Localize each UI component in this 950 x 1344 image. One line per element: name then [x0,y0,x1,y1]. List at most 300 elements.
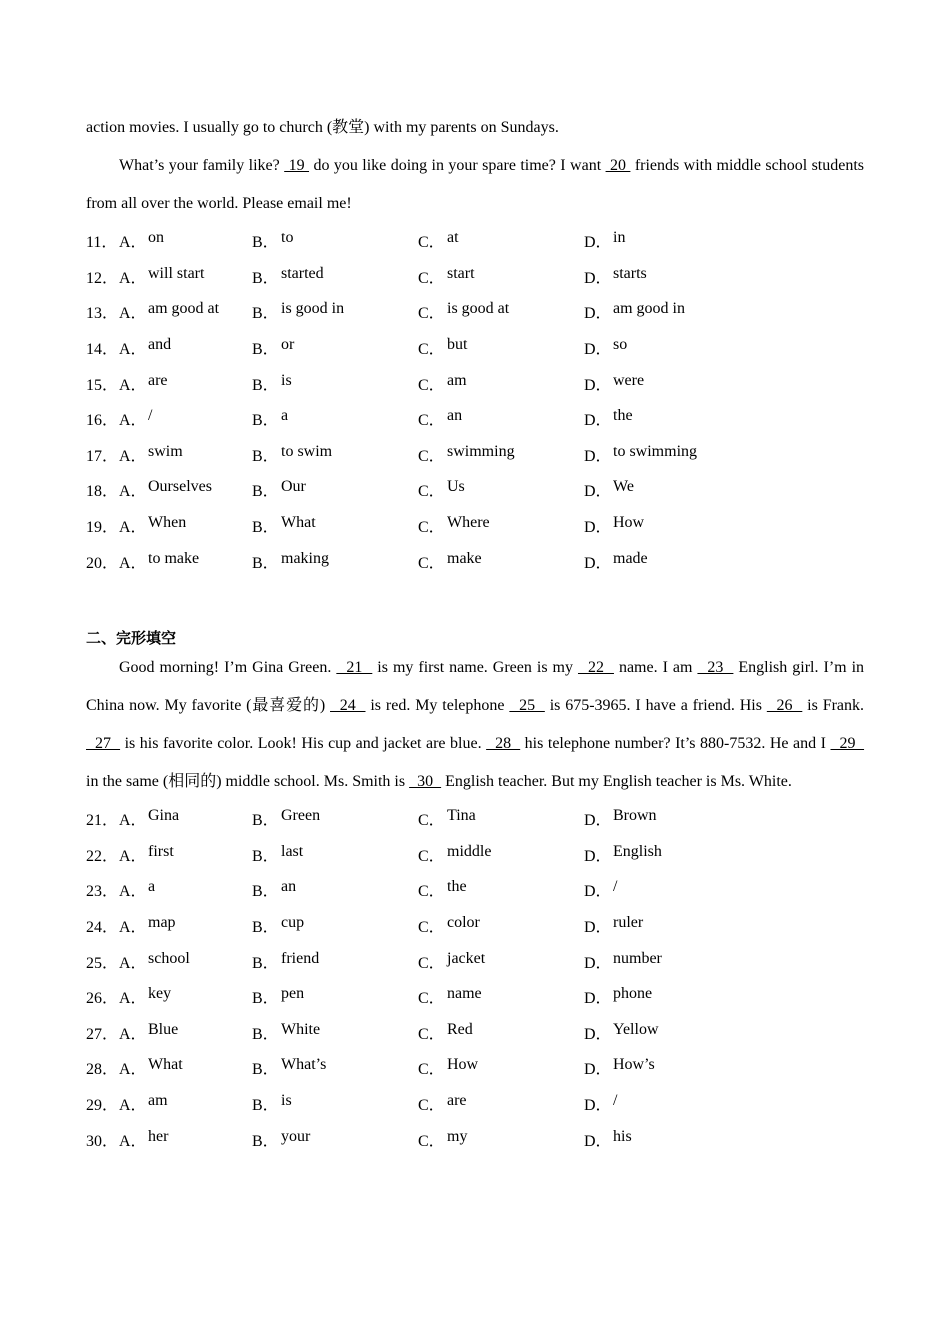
question-number: 14． [86,341,119,359]
cloze-text: English teacher. But my English teacher is Ms. White. [441,772,792,790]
option-text: jacket [447,949,486,967]
option-letter: A． [119,376,147,394]
option-text: am [148,1091,168,1109]
option-letter: A． [119,305,147,323]
option-text: school [148,949,190,967]
option-a[interactable] [119,514,252,537]
option-letter: B． [252,412,279,430]
option-c[interactable] [418,985,584,1008]
option-c[interactable] [418,443,584,466]
option-letter: C． [418,305,445,323]
option-letter: C． [418,919,445,937]
question-row [86,508,864,544]
option-letter: C． [418,376,445,394]
option-b[interactable] [252,336,418,359]
option-letter: A． [119,234,147,252]
option-text: How [447,1056,479,1074]
option-letter: D． [584,376,612,394]
option-text: the [447,878,467,896]
option-b[interactable] [252,514,418,537]
question-row [86,1086,864,1122]
option-letter: B． [252,883,279,901]
option-letter: D． [584,341,612,359]
option-d[interactable] [584,1128,784,1151]
question-number: 30． [86,1132,119,1150]
option-a[interactable] [119,300,252,323]
option-text: his [613,1127,632,1145]
option-a[interactable] [119,843,252,866]
option-text: is [281,371,292,389]
option-text: making [281,549,329,567]
question-number: 29． [86,1096,119,1114]
option-d[interactable] [584,878,784,901]
cloze-text: is his favorite color. Look! His cup and jacket are blue. [120,734,487,752]
option-text: is good in [281,300,345,318]
option-text: key [148,985,172,1003]
option-letter: A． [119,954,147,972]
option-letter: A． [119,412,147,430]
option-c[interactable] [418,1092,584,1115]
question-number: 28． [86,1061,119,1079]
option-text: is [281,1091,292,1109]
option-d[interactable] [584,407,784,430]
question-number: 13． [86,305,119,323]
option-b[interactable] [252,1056,418,1079]
option-text: Us [447,478,465,496]
question-list-1 [86,223,864,579]
cloze-text: is Frank. [802,696,865,714]
option-letter: C． [418,883,445,901]
option-c[interactable] [418,950,584,973]
option-letter: D． [584,847,612,865]
option-letter: A． [119,447,147,465]
option-text: swimming [447,442,515,460]
question-number: 19． [86,519,119,537]
option-b[interactable] [252,1092,418,1115]
option-text: Our [281,478,306,496]
option-letter: C． [418,954,445,972]
option-letter: B． [252,554,279,572]
option-b[interactable] [252,372,418,395]
question-row [86,259,864,295]
option-text: cup [281,914,305,932]
option-text: will start [148,264,205,282]
option-letter: D． [584,1061,612,1079]
option-b[interactable] [252,300,418,323]
option-text: How’s [613,1056,655,1074]
option-text: to [281,229,294,247]
option-letter: C． [418,412,445,430]
cloze-text: is my first name. Green is my [372,658,578,676]
option-a[interactable] [119,336,252,359]
passage1-line1: action movies. I usually go to church (教堂) with my parents on Sundays. [86,119,559,136]
section-title: 二、完形填空 [86,628,177,647]
question-list-2 [86,801,864,1157]
option-letter: D． [584,519,612,537]
option-letter: B． [252,269,279,287]
option-d[interactable] [584,443,784,466]
option-b[interactable] [252,807,418,830]
option-letter: D． [584,954,612,972]
question-number: 18． [86,483,119,501]
option-a[interactable] [119,478,252,501]
blank-26: 26 [766,696,803,714]
question-number: 17． [86,447,119,465]
option-text: on [148,229,164,247]
option-text: to swim [281,442,333,460]
option-c[interactable] [418,550,584,573]
option-c[interactable] [418,300,584,323]
option-letter: D． [584,1096,612,1114]
question-number: 21． [86,812,119,830]
blank-19: 19 [284,157,310,174]
question-row [86,543,864,579]
option-d[interactable] [584,478,784,501]
option-text: so [613,336,628,354]
question-number: 23． [86,883,119,901]
option-letter: A． [119,990,147,1008]
option-text: Where [447,514,490,532]
option-text: When [148,514,187,532]
question-number: 24． [86,919,119,937]
option-text: Green [281,807,321,825]
option-a[interactable] [119,1092,252,1115]
option-letter: C． [418,1096,445,1114]
option-text: English [613,842,662,860]
option-text: phone [613,985,653,1003]
blank-21: 21 [336,658,373,676]
option-letter: B． [252,954,279,972]
option-d[interactable] [584,985,784,1008]
question-row [86,294,864,330]
question-number: 25． [86,954,119,972]
option-letter: D． [584,812,612,830]
option-letter: B． [252,234,279,252]
option-letter: A． [119,883,147,901]
cloze-text: in the same (相同的) middle school. Ms. Smith is [86,772,410,790]
option-text: am good at [148,300,220,318]
option-text: your [281,1127,311,1145]
option-text: / [148,407,153,425]
option-d[interactable] [584,300,784,323]
option-a[interactable] [119,878,252,901]
option-c[interactable] [418,407,584,430]
option-d[interactable] [584,843,784,866]
option-letter: D． [584,412,612,430]
option-letter: B． [252,1061,279,1079]
option-text: to make [148,549,200,567]
option-b[interactable] [252,265,418,288]
option-a[interactable] [119,1056,252,1079]
question-row [86,1121,864,1157]
option-letter: A． [119,812,147,830]
option-b[interactable] [252,1021,418,1044]
blank-23: 23 [697,658,734,676]
blank-27: 27 [86,734,121,752]
option-text: are [447,1091,467,1109]
option-c[interactable] [418,807,584,830]
option-letter: A． [119,1025,147,1043]
option-a[interactable] [119,950,252,973]
option-text: an [281,878,297,896]
question-row [86,330,864,366]
cloze-text: name. I am [613,658,698,676]
option-letter: B． [252,990,279,1008]
option-a[interactable] [119,1128,252,1151]
option-letter: D． [584,1132,612,1150]
cloze-text: is red. My telephone [365,696,510,714]
passage1-paragraph [86,147,864,223]
option-d[interactable] [584,1021,784,1044]
option-text: are [148,371,168,389]
question-number: 12． [86,269,119,287]
option-letter: A． [119,341,147,359]
option-text: swim [148,442,183,460]
option-a[interactable] [119,1021,252,1044]
option-letter: A． [119,1096,147,1114]
option-letter: C． [418,1132,445,1150]
option-text: a [148,878,156,896]
option-text: first [148,842,174,860]
option-d[interactable] [584,550,784,573]
passage1-text-a: What’s your family like? [119,157,285,174]
option-letter: A． [119,483,147,501]
option-text: Gina [148,807,180,825]
question-number: 11． [86,234,118,252]
question-row [86,365,864,401]
option-letter: C． [418,483,445,501]
option-text: How [613,514,645,532]
option-c[interactable] [418,1128,584,1151]
question-row [86,1015,864,1051]
option-c[interactable] [418,372,584,395]
blank-22: 22 [577,658,614,676]
option-text: We [613,478,634,496]
option-text: What [148,1056,183,1074]
blank-25: 25 [509,696,545,714]
question-row [86,437,864,473]
option-text: last [281,842,304,860]
option-text: name [447,985,482,1003]
option-letter: C． [418,1025,445,1043]
option-letter: C． [418,1061,445,1079]
option-a[interactable] [119,807,252,830]
question-number: 20． [86,554,119,572]
question-row [86,943,864,979]
option-b[interactable] [252,914,418,937]
option-d[interactable] [584,336,784,359]
blank-30: 30 [409,772,442,790]
option-text: What’s [281,1056,327,1074]
option-b[interactable] [252,1128,418,1151]
option-letter: B． [252,812,279,830]
option-text: make [447,549,482,567]
passage1-text-c: friends with middle school students from all over the world. Please email me! [86,157,865,212]
option-a[interactable] [119,265,252,288]
option-text: starts [613,264,647,282]
option-a[interactable] [119,372,252,395]
option-letter: B． [252,847,279,865]
option-text: ruler [613,914,644,932]
cloze-text: his telephone number? It’s 880-7532. He and I [520,734,831,752]
question-row [86,1050,864,1086]
option-b[interactable] [252,985,418,1008]
option-letter: A． [119,847,147,865]
option-text: pen [281,985,305,1003]
option-letter: B． [252,447,279,465]
option-letter: C． [418,269,445,287]
option-c[interactable] [418,336,584,359]
option-letter: D． [584,1025,612,1043]
option-letter: B． [252,1132,279,1150]
option-letter: A． [119,269,147,287]
option-d[interactable] [584,514,784,537]
question-number: 22． [86,847,119,865]
option-text: map [148,914,176,932]
option-text: her [148,1127,169,1145]
option-letter: D． [584,447,612,465]
option-text: What [281,514,316,532]
option-text: in [613,229,626,247]
option-b[interactable] [252,443,418,466]
question-row [86,223,864,259]
option-text: start [447,264,475,282]
option-b[interactable] [252,229,418,252]
question-row [86,401,864,437]
option-letter: B． [252,341,279,359]
question-number: 26． [86,990,119,1008]
option-text: were [613,371,645,389]
option-b[interactable] [252,843,418,866]
option-letter: D． [584,554,612,572]
option-b[interactable] [252,950,418,973]
option-letter: B． [252,376,279,394]
option-text: or [281,336,295,354]
option-d[interactable] [584,229,784,252]
option-d[interactable] [584,372,784,395]
option-text: am good in [613,300,685,318]
option-text: am [447,371,467,389]
option-letter: A． [119,1132,147,1150]
option-letter: D． [584,883,612,901]
option-letter: C． [418,341,445,359]
option-letter: C． [418,234,445,252]
option-letter: C． [418,990,445,1008]
option-b[interactable] [252,878,418,901]
option-letter: B． [252,305,279,323]
option-text: friend [281,949,320,967]
option-letter: D． [584,483,612,501]
option-letter: D． [584,269,612,287]
option-text: Tina [447,807,476,825]
option-text: Brown [613,807,657,825]
option-d[interactable] [584,950,784,973]
content [86,109,864,1157]
option-c[interactable] [418,1021,584,1044]
option-text: middle [447,842,492,860]
option-b[interactable] [252,478,418,501]
option-letter: B． [252,483,279,501]
option-c[interactable] [418,1056,584,1079]
option-a[interactable] [119,985,252,1008]
option-text: the [613,407,633,425]
option-c[interactable] [418,914,584,937]
option-letter: B． [252,1096,279,1114]
question-number: 27． [86,1025,119,1043]
option-d[interactable] [584,265,784,288]
option-letter: A． [119,554,147,572]
blank-20: 20 [605,157,631,174]
option-d[interactable] [584,807,784,830]
option-a[interactable] [119,229,252,252]
passage1-text-b: do you like doing in your spare time? I want [309,157,606,174]
question-number: 16． [86,412,119,430]
option-letter: A． [119,519,147,537]
option-letter: C． [418,554,445,572]
cloze-text: Good morning! I’m Gina Green. [119,658,337,676]
option-text: Blue [148,1020,179,1038]
option-letter: D． [584,919,612,937]
option-letter: C． [418,847,445,865]
option-text: Yellow [613,1020,659,1038]
option-text: a [281,407,289,425]
option-c[interactable] [418,843,584,866]
option-d[interactable] [584,1056,784,1079]
option-text: my [447,1127,468,1145]
cloze-passage [86,649,864,801]
option-c[interactable] [418,229,584,252]
option-text: to swimming [613,442,698,460]
option-letter: C． [418,447,445,465]
option-c[interactable] [418,514,584,537]
option-text: and [148,336,172,354]
option-text: Ourselves [148,478,212,496]
blank-28: 28 [486,734,521,752]
option-text: / [613,1091,618,1109]
blank-24: 24 [330,696,366,714]
option-letter: D． [584,990,612,1008]
option-text: made [613,549,648,567]
option-b[interactable] [252,407,418,430]
option-b[interactable] [252,550,418,573]
option-text: / [613,878,618,896]
option-letter: C． [418,519,445,537]
option-c[interactable] [418,265,584,288]
option-text: White [281,1020,321,1038]
option-letter: B． [252,519,279,537]
option-a[interactable] [119,443,252,466]
cloze-text: is 675-3965. I have a friend. His [544,696,767,714]
option-a[interactable] [119,407,252,430]
option-a[interactable] [119,550,252,573]
option-letter: B． [252,1025,279,1043]
option-text: color [447,914,480,932]
option-d[interactable] [584,914,784,937]
option-letter: D． [584,305,612,323]
option-text: at [447,229,459,247]
option-d[interactable] [584,1092,784,1115]
option-letter: A． [119,1061,147,1079]
question-row [86,837,864,873]
option-c[interactable] [418,478,584,501]
option-letter: D． [584,234,612,252]
question-number: 15． [86,376,119,394]
option-letter: A． [119,919,147,937]
option-c[interactable] [418,878,584,901]
option-letter: C． [418,812,445,830]
option-a[interactable] [119,914,252,937]
option-text: started [281,264,324,282]
